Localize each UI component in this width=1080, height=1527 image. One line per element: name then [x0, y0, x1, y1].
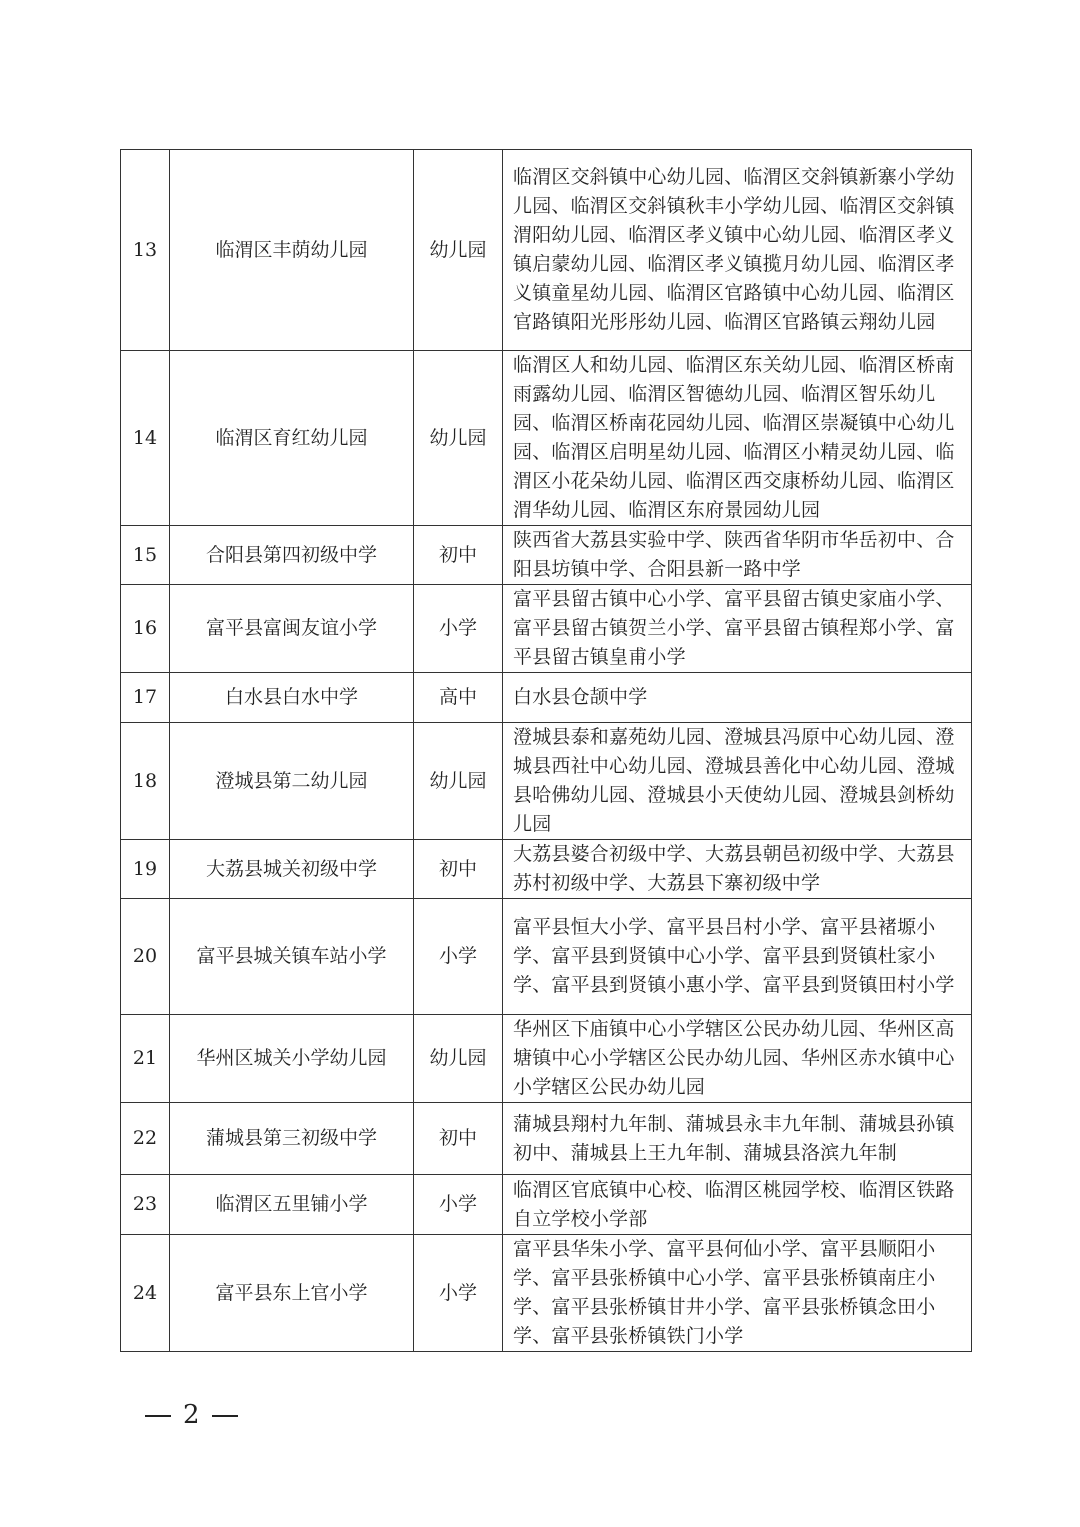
table-row — [121, 1015, 972, 1103]
lead-school-name: 合阳县第四初级中学 — [170, 526, 414, 585]
lead-school-name: 富平县城关镇车站小学 — [170, 899, 414, 1015]
lead-school-name: 临渭区五里铺小学 — [170, 1175, 414, 1235]
table-row — [121, 899, 972, 1015]
school-type: 初中 — [414, 1103, 503, 1175]
row-number: 22 — [121, 1103, 170, 1175]
table-row — [121, 673, 972, 723]
footer-dash-right — [212, 1415, 238, 1417]
school-type: 小学 — [414, 1175, 503, 1235]
lead-school-name: 富平县富闽友谊小学 — [170, 585, 414, 673]
table-row — [121, 585, 972, 673]
school-type: 小学 — [414, 1235, 503, 1352]
lead-school-name: 临渭区育红幼儿园 — [170, 351, 414, 526]
school-type: 小学 — [414, 585, 503, 673]
row-number: 17 — [121, 673, 170, 723]
school-type: 幼儿园 — [414, 723, 503, 840]
lead-school-name: 临渭区丰荫幼儿园 — [170, 150, 414, 351]
member-schools: 富平县华朱小学、富平县何仙小学、富平县顺阳小学、富平县张桥镇中心小学、富平县张桥镇南庄小学、富平县张桥镇甘井小学、富平县张桥镇念田小学、富平县张桥镇铁门小学 — [503, 1235, 972, 1352]
page-number: 2 — [183, 1400, 200, 1430]
row-number: 24 — [121, 1235, 170, 1352]
member-schools: 陕西省大荔县实验中学、陕西省华阴市华岳初中、合阳县坊镇中学、合阳县新一路中学 — [503, 526, 972, 585]
member-schools: 蒲城县翔村九年制、蒲城县永丰九年制、蒲城县孙镇初中、蒲城县上王九年制、蒲城县洛滨九年制 — [503, 1103, 972, 1175]
lead-school-name: 大荔县城关初级中学 — [170, 840, 414, 899]
member-schools: 富平县恒大小学、富平县吕村小学、富平县褚塬小学、富平县到贤镇中心小学、富平县到贤镇杜家小学、富平县到贤镇小惠小学、富平县到贤镇田村小学 — [503, 899, 972, 1015]
table-row — [121, 1175, 972, 1235]
row-number: 16 — [121, 585, 170, 673]
page-footer — [145, 1400, 238, 1430]
row-number: 19 — [121, 840, 170, 899]
member-schools: 大荔县婆合初级中学、大荔县朝邑初级中学、大荔县苏村初级中学、大荔县下寨初级中学 — [503, 840, 972, 899]
row-number: 21 — [121, 1015, 170, 1103]
member-schools: 临渭区交斜镇中心幼儿园、临渭区交斜镇新寨小学幼儿园、临渭区交斜镇秋丰小学幼儿园、临渭区交斜镇渭阳幼儿园、临渭区孝义镇中心幼儿园、临渭区孝义镇启蒙幼儿园、临渭区孝义镇揽月幼儿园、临渭区孝义镇童星幼儿园、临渭区官路镇中心幼儿园、临渭区官路镇阳光彤彤幼儿园、临渭区官路镇云翔幼儿园 — [503, 150, 972, 351]
school-type: 小学 — [414, 899, 503, 1015]
member-schools: 华州区下庙镇中心小学辖区公民办幼儿园、华州区高塘镇中心小学辖区公民办幼儿园、华州区赤水镇中心小学辖区公民办幼儿园 — [503, 1015, 972, 1103]
lead-school-name: 白水县白水中学 — [170, 673, 414, 723]
school-type: 初中 — [414, 840, 503, 899]
row-number: 15 — [121, 526, 170, 585]
row-number: 13 — [121, 150, 170, 351]
lead-school-name: 华州区城关小学幼儿园 — [170, 1015, 414, 1103]
row-number: 18 — [121, 723, 170, 840]
table-row — [121, 526, 972, 585]
school-type: 幼儿园 — [414, 1015, 503, 1103]
school-type: 高中 — [414, 673, 503, 723]
row-number: 14 — [121, 351, 170, 526]
school-type: 幼儿园 — [414, 150, 503, 351]
table-row — [121, 723, 972, 840]
member-schools: 临渭区官底镇中心校、临渭区桃园学校、临渭区铁路自立学校小学部 — [503, 1175, 972, 1235]
row-number: 23 — [121, 1175, 170, 1235]
table-row — [121, 1235, 972, 1352]
table-row — [121, 1103, 972, 1175]
lead-school-name: 富平县东上官小学 — [170, 1235, 414, 1352]
school-type: 初中 — [414, 526, 503, 585]
lead-school-name: 蒲城县第三初级中学 — [170, 1103, 414, 1175]
member-schools: 澄城县泰和嘉苑幼儿园、澄城县冯原中心幼儿园、澄城县西社中心幼儿园、澄城县善化中心幼儿园、澄城县哈佛幼儿园、澄城县小天使幼儿园、澄城县剑桥幼儿园 — [503, 723, 972, 840]
member-schools: 富平县留古镇中心小学、富平县留古镇史家庙小学、富平县留古镇贺兰小学、富平县留古镇程郑小学、富平县留古镇皇甫小学 — [503, 585, 972, 673]
member-schools: 白水县仓颉中学 — [503, 673, 972, 723]
member-schools: 临渭区人和幼儿园、临渭区东关幼儿园、临渭区桥南雨露幼儿园、临渭区智德幼儿园、临渭区智乐幼儿园、临渭区桥南花园幼儿园、临渭区崇凝镇中心幼儿园、临渭区启明星幼儿园、临渭区小精灵幼儿园、临渭区小花朵幼儿园、临渭区西交康桥幼儿园、临渭区渭华幼儿园、临渭区东府景园幼儿园 — [503, 351, 972, 526]
school-group-table — [120, 149, 972, 1352]
table-row — [121, 351, 972, 526]
row-number: 20 — [121, 899, 170, 1015]
school-type: 幼儿园 — [414, 351, 503, 526]
footer-dash-left — [145, 1415, 171, 1417]
lead-school-name: 澄城县第二幼儿园 — [170, 723, 414, 840]
table-row — [121, 150, 972, 351]
table-row — [121, 840, 972, 899]
